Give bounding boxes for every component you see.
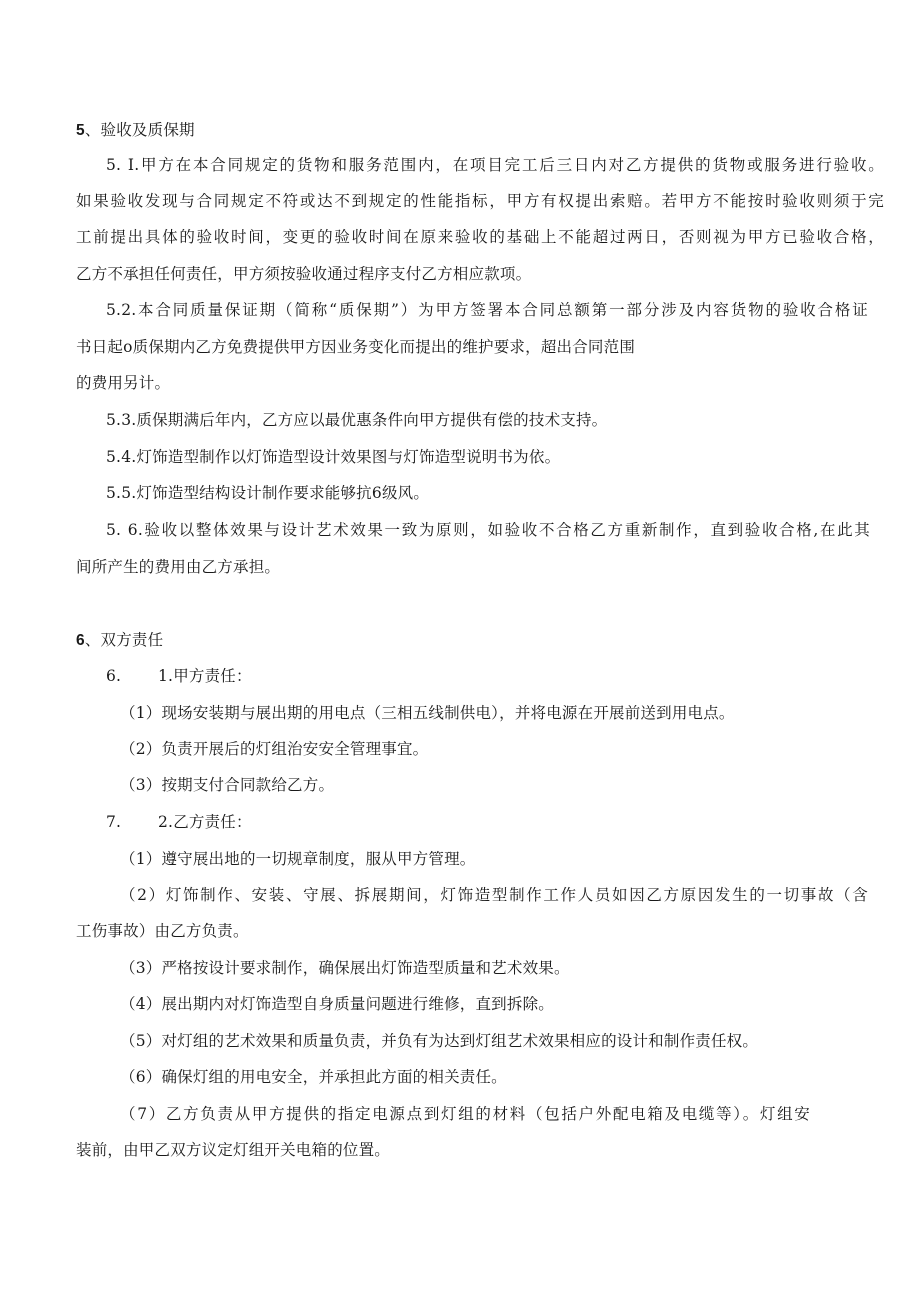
party-a-number: 6. xyxy=(106,667,122,685)
section-5-heading xyxy=(76,120,195,141)
section-5-title: 、验收及质保期 xyxy=(84,121,195,139)
section-6-heading xyxy=(76,630,163,651)
party-b-item-2-line-2: 工伤事故）由乙方负责。 xyxy=(76,922,249,940)
party-b-item-3: （3）严格按设计要求制作，确保展出灯饰造型质量和艺术效果。 xyxy=(120,959,570,977)
clause-5-6-line-1: 5. 6.验收以整体效果与设计艺术效果一致为原则，如验收不合格乙方重新制作，直到验收合格,在此其 xyxy=(106,521,870,539)
clause-5-1-line-4: 乙方不承担任何责任，甲方须按验收通过程序支付乙方相应款项。 xyxy=(76,265,532,283)
clause-5-1-line-2: 如果验收发现与合同规定不符或达不到规定的性能指标，甲方有权提出索赔。若甲方不能按时验收则须于完 xyxy=(76,192,884,210)
clause-5-5: 5.5.灯饰造型结构设计制作要求能够抗6级风。 xyxy=(106,484,430,502)
party-b-item-7-line-1: （7）乙方负责从甲方提供的指定电源点到灯组的材料（包括户外配电箱及电缆等）。灯组安 xyxy=(120,1105,810,1123)
clause-5-6-line-2: 间所产生的费用由乙方承担。 xyxy=(76,558,281,576)
clause-5-2-line-1: 5.2.本合同质量保证期（简称“质保期”）为甲方签署本合同总额第一部分涉及内容货物的验收合格证 xyxy=(106,301,868,319)
clause-5-3: 5.3.质保期满后年内，乙方应以最优惠条件向甲方提供有偿的技术支持。 xyxy=(106,411,608,429)
party-b-item-2-line-1: （2）灯饰制作、安装、守展、拆展期间，灯饰造型制作工作人员如因乙方原因发生的一切事故（含 xyxy=(120,886,868,904)
clause-5-2-line-2: 书日起o质保期内乙方免费提供甲方因业务变化而提出的维护要求，超出合同范围 xyxy=(76,338,636,356)
section-6-title: 、双方责任 xyxy=(84,631,164,649)
party-b-item-1: （1）遵守展出地的一切规章制度，服从甲方管理。 xyxy=(120,850,476,868)
section-5-number: 5 xyxy=(76,122,85,139)
party-b-item-6: （6）确保灯组的用电安全，并承担此方面的相关责任。 xyxy=(120,1068,507,1086)
party-b-item-7-line-2: 装前，由甲乙双方议定灯组开关电箱的位置。 xyxy=(76,1141,391,1159)
clause-5-1-line-3: 工前提出具体的验收时间，变更的验收时间在原来验收的基础上不能超过两日，否则视为甲方已验收合格， xyxy=(76,228,884,246)
party-a-item-2: （2）负责开展后的灯组治安安全管理事宜。 xyxy=(120,740,429,758)
party-b-item-5: （5）对灯组的艺术效果和质量负责，并负有为达到灯组艺术效果相应的设计和制作责任权。 xyxy=(120,1032,759,1050)
party-a-title: 1.甲方责任： xyxy=(158,667,252,685)
party-b-item-4: （4）展出期内对灯饰造型自身质量问题进行维修，直到拆除。 xyxy=(120,995,554,1013)
party-b-number: 7. xyxy=(106,813,122,831)
clause-5-4: 5.4.灯饰造型制作以灯饰造型设计效果图与灯饰造型说明书为依。 xyxy=(106,448,561,466)
party-b-title: 2.乙方责任： xyxy=(158,813,252,831)
party-a-item-1: （1）现场安装期与展出期的用电点（三相五线制供电），并将电源在开展前送到用电点。 xyxy=(120,704,735,722)
clause-5-2-line-3: 的费用另计。 xyxy=(76,374,171,392)
clause-5-1-line-1: 5. I.甲方在本合同规定的货物和服务范围内，在项目完工后三日内对乙方提供的货物或服务进行验收。 xyxy=(106,156,884,174)
section-6-number: 6 xyxy=(76,632,85,649)
party-a-item-3: （3）按期支付合同款给乙方。 xyxy=(120,776,335,794)
